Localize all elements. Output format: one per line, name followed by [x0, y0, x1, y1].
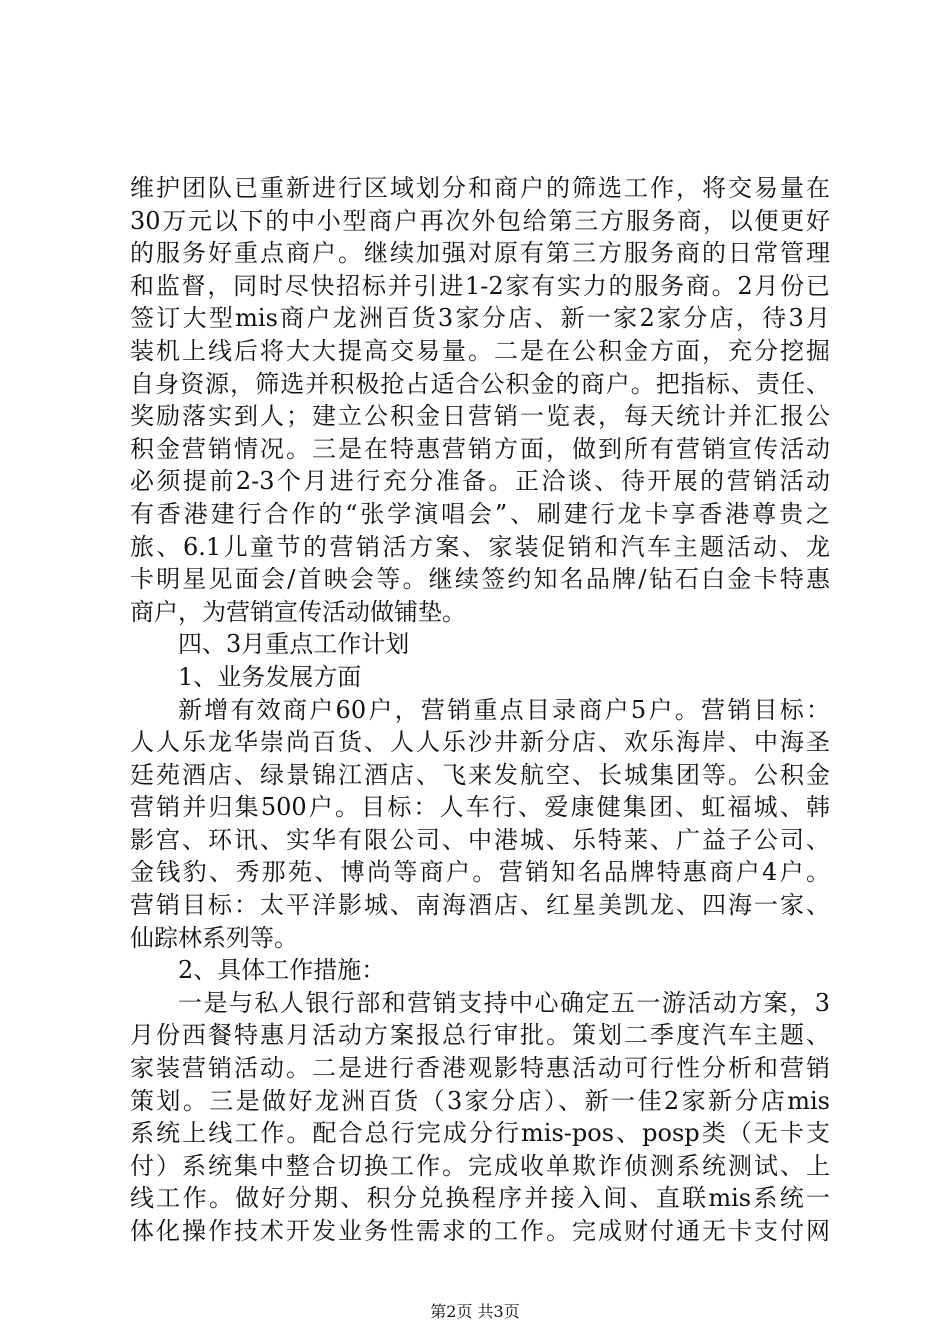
text-line: 一是与私人银行部和营销支持中心确定五一游活动方案，3 — [178, 988, 830, 1017]
text-line: 卡明星见面会/首映会等。继续签约知名品牌/钻石白金卡特惠 — [130, 565, 830, 594]
text-line: 家装营销活动。二是进行香港观影特惠活动可行性分析和营销 — [130, 1054, 830, 1083]
text-line: 商户，为营销宣传活动做铺垫。 — [130, 597, 466, 626]
text-line: 付）系统集中整合切换工作。完成收单欺诈侦测系统测试、上 — [130, 1151, 830, 1180]
page-number: 第2页 共3页 — [430, 1302, 520, 1321]
document-body — [130, 172, 830, 1248]
text-line: 必须提前2-3个月进行充分准备。正洽谈、待开展的营销活动 — [130, 467, 830, 496]
text-line: 月份西餐特惠月活动方案报总行审批。策划二季度汽车主题、 — [130, 1021, 830, 1050]
text-line: 30万元以下的中小型商户再次外包给第三方服务商，以便更好 — [130, 206, 830, 235]
text-line: 体化操作技术开发业务性需求的工作。完成财付通无卡支付网 — [130, 1217, 830, 1245]
text-line: 维护团队已重新进行区域划分和商户的筛选工作，将交易量在 — [130, 174, 830, 202]
text-line: 营销目标：太平洋影城、南海酒店、红星美凯龙、四海一家、 — [130, 891, 830, 920]
text-line: 廷苑酒店、绿景锦江酒店、飞来发航空、长城集团等。公积金 — [130, 760, 830, 789]
text-line: 1、业务发展方面 — [178, 662, 362, 691]
text-line: 积金营销情况。三是在特惠营销方面，做到所有营销宣传活动 — [130, 434, 830, 463]
text-line: 新增有效商户60户，营销重点目录商户5户。营销目标： — [178, 695, 830, 724]
text-line: 线工作。做好分期、积分兑换程序并接入间、直联mis系统一 — [130, 1184, 830, 1213]
text-line: 有香港建行合作的“张学演唱会”、刷建行龙卡享香港尊贵之 — [130, 499, 830, 528]
text-line: 人人乐龙华崇尚百货、人人乐沙井新分店、欢乐海岸、中海圣 — [130, 728, 830, 757]
text-line: 系统上线工作。配合总行完成分行mis-pos、posp类（无卡支 — [130, 1119, 830, 1148]
page-footer — [0, 1302, 950, 1322]
text-line: 影宫、环讯、实华有限公司、中港城、乐特莱、广益子公司、 — [130, 825, 830, 854]
text-line: 2、具体工作措施： — [178, 956, 386, 985]
text-line: 和监督，同时尽快招标并引进1-2家有实力的服务商。2月份已 — [130, 271, 830, 300]
text-line: 旅、6.1儿童节的营销活方案、家装促销和汽车主题活动、龙 — [130, 532, 830, 561]
text-line: 的服务好重点商户。继续加强对原有第三方服务商的日常管理 — [130, 239, 830, 268]
text-line: 签订大型mis商户龙洲百货3家分店、新一家2家分店，待3月 — [130, 304, 830, 333]
text-line: 自身资源，筛选并积极抢占适合公积金的商户。把指标、责任、 — [130, 369, 830, 398]
text-line: 装机上线后将大大提高交易量。二是在公积金方面，充分挖掘 — [130, 336, 830, 365]
text-line: 仙踪林系列等。 — [130, 923, 298, 952]
text-line: 金钱豹、秀那苑、博尚等商户。营销知名品牌特惠商户4户。 — [130, 858, 830, 887]
text-line: 四、3月重点工作计划 — [178, 630, 410, 659]
text-line: 奖励落实到人；建立公积金日营销一览表，每天统计并汇报公 — [130, 402, 830, 431]
text-line: 策划。三是做好龙洲百货（3家分店）、新一佳2家新分店mis — [130, 1086, 830, 1115]
text-line: 营销并归集500户。目标：人车行、爱康健集团、虹福城、韩 — [130, 793, 830, 822]
